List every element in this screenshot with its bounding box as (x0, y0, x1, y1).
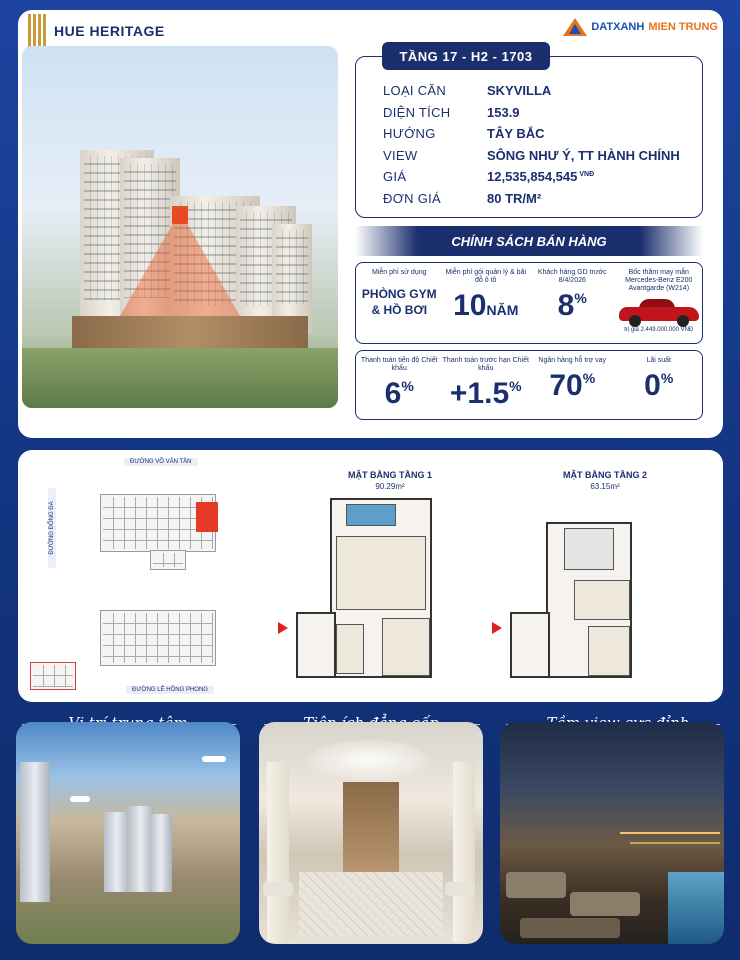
policy-row-1 (355, 262, 703, 344)
detail-row-area: DIỆN TÍCH 153.9 (383, 104, 520, 120)
datxanh-logo-text: DATXANH (591, 21, 645, 33)
hue-heritage-logo-text: HUE HERITAGE (54, 23, 165, 39)
hue-heritage-logo (28, 14, 165, 48)
datxanh-logo-subtext: MIEN TRUNG (648, 21, 718, 33)
policy-row-2 (355, 350, 703, 420)
hue-heritage-logo-icon (28, 14, 48, 48)
street-bottom-label: ĐƯỜNG LÊ HỒNG PHONG (126, 686, 214, 694)
policy-gym-pool: Miễn phí sử dụng PHÒNG GYM & HỒ BƠI (361, 269, 437, 317)
detail-row-price: GIÁ 12,535,854,545 $^{VNĐ}$ (383, 169, 595, 185)
floor2-plan (546, 522, 632, 678)
floor2-entrance-arrow (492, 622, 502, 634)
selected-unit-marker (196, 502, 218, 532)
detail-row-type: LOẠI CĂN SKYVILLA (383, 83, 552, 99)
unit-title: TẦNG 17 - H2 - 1703 (382, 42, 550, 70)
floor1-plan (330, 498, 432, 678)
policy-lucky-draw: Bốc thăm may mắn Mercedes-Benz E200 Avantgarde (W214) trị giá 2.449.000.000 VNĐ (616, 263, 703, 343)
price-unit: VNĐ (579, 170, 595, 178)
unit-details (383, 80, 703, 209)
mercedes-car-icon (617, 295, 701, 327)
policy-prepay-discount: Thanh toán trước hạn Chiết khấu +1.5% (442, 357, 529, 411)
policy-bank-loan: Ngân hàng hỗ trợ vay 70% (538, 357, 607, 403)
floor2-plan-title: MẶT BẰNG TẦNG 2 63.15m² (563, 470, 647, 491)
amenities-photo (259, 722, 483, 944)
sales-policy-title: CHÍNH SÁCH BÁN HÀNG (355, 226, 703, 256)
policy-progress-discount: Thanh toán tiến độ Chiết khấu 6% (360, 357, 438, 411)
street-left-label: ĐƯỜNG ĐỐNG ĐA (48, 488, 56, 568)
building-render-image (22, 46, 338, 408)
policy-free-management: Miễn phí gói quản lý & bãi đỗ ô tô 10NĂM (445, 269, 527, 323)
unit-highlight-box (172, 206, 188, 224)
datxanh-logo-icon (563, 18, 587, 36)
policy-interest-rate: Lãi suất 0% (644, 357, 674, 403)
view-photo (500, 722, 724, 944)
floor1-plan-title: MẶT BẰNG TẦNG 1 90.29m² (348, 470, 432, 491)
floor1-entrance-arrow (278, 622, 288, 634)
location-photo (16, 722, 240, 944)
policy-early-discount: Khách hàng GD trước 8/4/2026 8% (537, 269, 607, 323)
detail-row-unit-price: ĐƠN GIÁ 80 TR/M² (383, 190, 542, 206)
detail-row-view: VIEW SÔNG NHƯ Ý, TT HÀNH CHÍNH (383, 147, 680, 163)
site-plan (30, 458, 220, 698)
datxanh-logo (563, 18, 718, 36)
street-top-label: ĐƯỜNG VÕ VĂN TẦN (124, 458, 198, 466)
detail-row-direction: HƯỚNG TÂY BẮC (383, 126, 545, 142)
